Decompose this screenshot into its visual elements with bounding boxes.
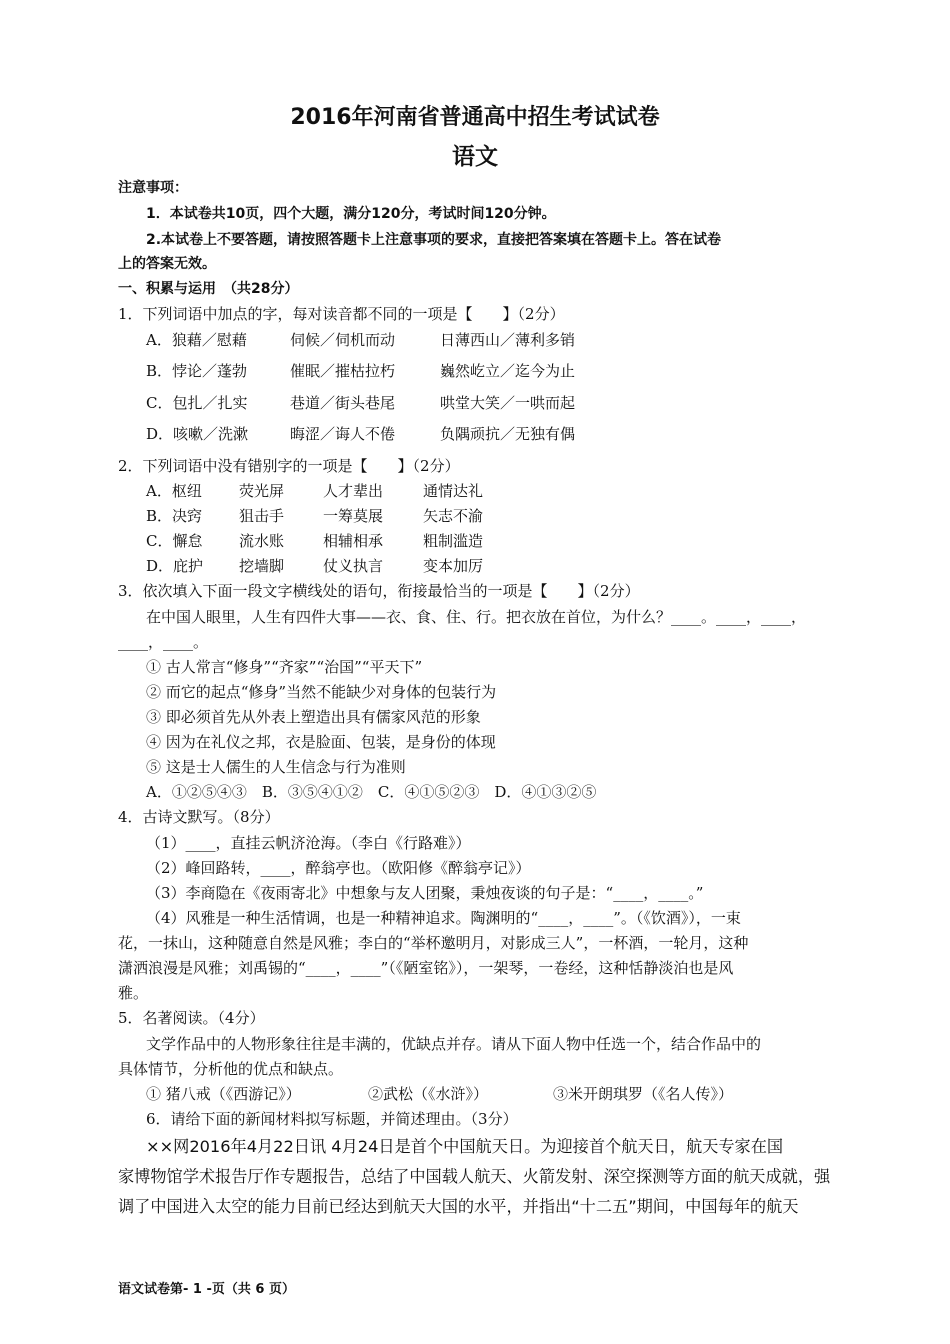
- subject-title: 语文: [452, 144, 498, 170]
- option-word: 催眠／摧枯拉朽: [290, 362, 396, 380]
- q5-stem: 5．名著阅读。（4分）: [118, 1009, 265, 1027]
- q3-sentence-3: ③ 即必须首先从外表上塑造出具有儒家风范的形象: [146, 708, 481, 726]
- option-word: D．庇护: [146, 557, 204, 575]
- option-word: C．包扎／扎实: [146, 394, 248, 412]
- option-word: 巷道／街头巷尾: [290, 394, 396, 412]
- notice-item-1: 1．本试卷共10页，四个大题，满分120分，考试时间120分钟。: [146, 206, 556, 222]
- option-word: A．枢纽: [146, 482, 202, 500]
- q4-item-4-cont: 花，一抹山，这种随意自然是风雅；李白的“举杯邀明月，对影成三人”，一杯酒，一轮月，这种: [118, 934, 749, 952]
- option-word: 负隅顽抗／无独有偶: [440, 425, 576, 443]
- option-word: B．决窍: [146, 507, 203, 525]
- q6-stem: 6．请给下面的新闻材料拟写标题，并简述理由。（3分）: [146, 1110, 518, 1128]
- q1-stem: 1．下列词语中加点的字，每对读音都不同的一项是【 】（2分）: [118, 305, 565, 323]
- q4-item-4-cont: 雅。: [118, 984, 149, 1002]
- notice-item-2-cont: 上的答案无效。: [118, 256, 216, 272]
- option-word: 哄堂大笑／一哄而起: [440, 394, 576, 412]
- option-word: D．咳嗽／洗漱: [146, 425, 249, 443]
- option-word: 变本加厉: [423, 557, 484, 575]
- option-word: 挖墙脚: [239, 557, 285, 575]
- q5-text: 文学作品中的人物形象往往是丰满的，优缺点并存。请从下面人物中任选一个，结合作品中的: [146, 1035, 762, 1053]
- option-word: 一筹莫展: [323, 507, 384, 525]
- q3-stem: 3．依次填入下面一段文字横线处的语句，衔接最恰当的一项是【 】（2分）: [118, 582, 640, 600]
- option-word: 矢志不渝: [423, 507, 484, 525]
- page-footer: 语文试卷第- 1 -页（共 6 页）: [118, 1282, 295, 1297]
- notice-item-2: 2.本试卷上不要答题，请按照答题卡上注意事项的要求，直接把答案填在答题卡上。答在试卷: [146, 232, 722, 248]
- option-word: A．狼藉／慰藉: [146, 331, 247, 349]
- option-word: 仗义执言: [323, 557, 384, 575]
- section-1-heading: 一、积累与运用 （共28分）: [118, 281, 299, 297]
- q3-passage: 在中国人眼里，人生有四件大事——衣、食、住、行。把衣放在首位，为什么？____。____，____，: [146, 608, 807, 626]
- option-word: 流水账: [239, 532, 285, 550]
- q6-news-line-1: ××网2016年4月22日讯 4月24日是首个中国航天日。为迎接首个航天日，航天专家在国: [146, 1137, 784, 1156]
- option-word: 巍然屹立／迄今为止: [440, 362, 576, 380]
- option-word: 狙击手: [239, 507, 285, 525]
- q3-choices: A．①②⑤④③ B．③⑤④①② C．④①⑤②③ D．④①③②⑤: [146, 783, 597, 801]
- q3-sentence-1: ① 古人常言“修身”“齐家”“治国”“平天下”: [146, 658, 423, 676]
- notice-heading: 注意事项：: [118, 180, 188, 196]
- option-word: B．悖论／蓬勃: [146, 362, 248, 380]
- option-word: 粗制滥造: [423, 532, 484, 550]
- q4-item-1: （1）____，直挂云帆济沧海。（李白《行路难》）: [146, 834, 471, 852]
- q5-person-1: ① 猪八戒（《西游记》）: [146, 1085, 301, 1103]
- q4-item-2: （2）峰回路转，____，醉翁亭也。（欧阳修《醉翁亭记》）: [146, 859, 531, 877]
- option-word: 相辅相承: [323, 532, 384, 550]
- q4-item-4-cont: 潇洒浪漫是风雅；刘禹锡的“____，____”（《陋室铭》），一架琴，一卷经，这种恬静淡泊也是风: [118, 959, 734, 977]
- q5-person-3: ③米开朗琪罗（《名人传》）: [553, 1085, 734, 1103]
- option-word: 日薄西山／薄利多销: [440, 331, 576, 349]
- q6-news-line-3: 调了中国进入太空的能力目前已经达到航天大国的水平，并指出“十二五”期间，中国每年的航天: [118, 1197, 799, 1216]
- exam-title: 2016年河南省普通高中招生考试试卷: [290, 105, 660, 130]
- q4-stem: 4．古诗文默写。（8分）: [118, 808, 280, 826]
- option-word: 荧光屏: [239, 482, 285, 500]
- q3-sentence-2: ② 而它的起点“修身”当然不能缺少对身体的包装行为: [146, 683, 497, 701]
- option-word: 通情达礼: [423, 482, 484, 500]
- q3-sentence-5: ⑤ 这是士人儒生的人生信念与行为准则: [146, 758, 406, 776]
- q4-item-4: （4）风雅是一种生活情调，也是一种精神追求。陶渊明的“____，____”。（《饮酒》），一束: [146, 909, 741, 927]
- option-word: 晦涩／诲人不倦: [290, 425, 396, 443]
- q3-sentence-4: ④ 因为在礼仪之邦，衣是脸面、包装，是身份的体现: [146, 733, 496, 751]
- option-word: 人才辈出: [323, 482, 384, 500]
- option-word: 伺候／伺机而动: [290, 331, 396, 349]
- q6-news-line-2: 家博物馆学术报告厅作专题报告，总结了中国载人航天、火箭发射、深空探测等方面的航天成就，强: [118, 1167, 831, 1186]
- q4-item-3: （3）李商隐在《夜雨寄北》中想象与友人团聚，秉烛夜谈的句子是：“____，____。”: [146, 884, 704, 902]
- q2-stem: 2．下列词语中没有错别字的一项是【 】（2分）: [118, 457, 460, 475]
- q3-passage-cont: ____，____。: [118, 633, 209, 651]
- option-word: C．懈怠: [146, 532, 203, 550]
- q5-text-cont: 具体情节，分析他的优点和缺点。: [118, 1060, 344, 1078]
- q5-person-2: ②武松（《水浒》）: [368, 1085, 489, 1103]
